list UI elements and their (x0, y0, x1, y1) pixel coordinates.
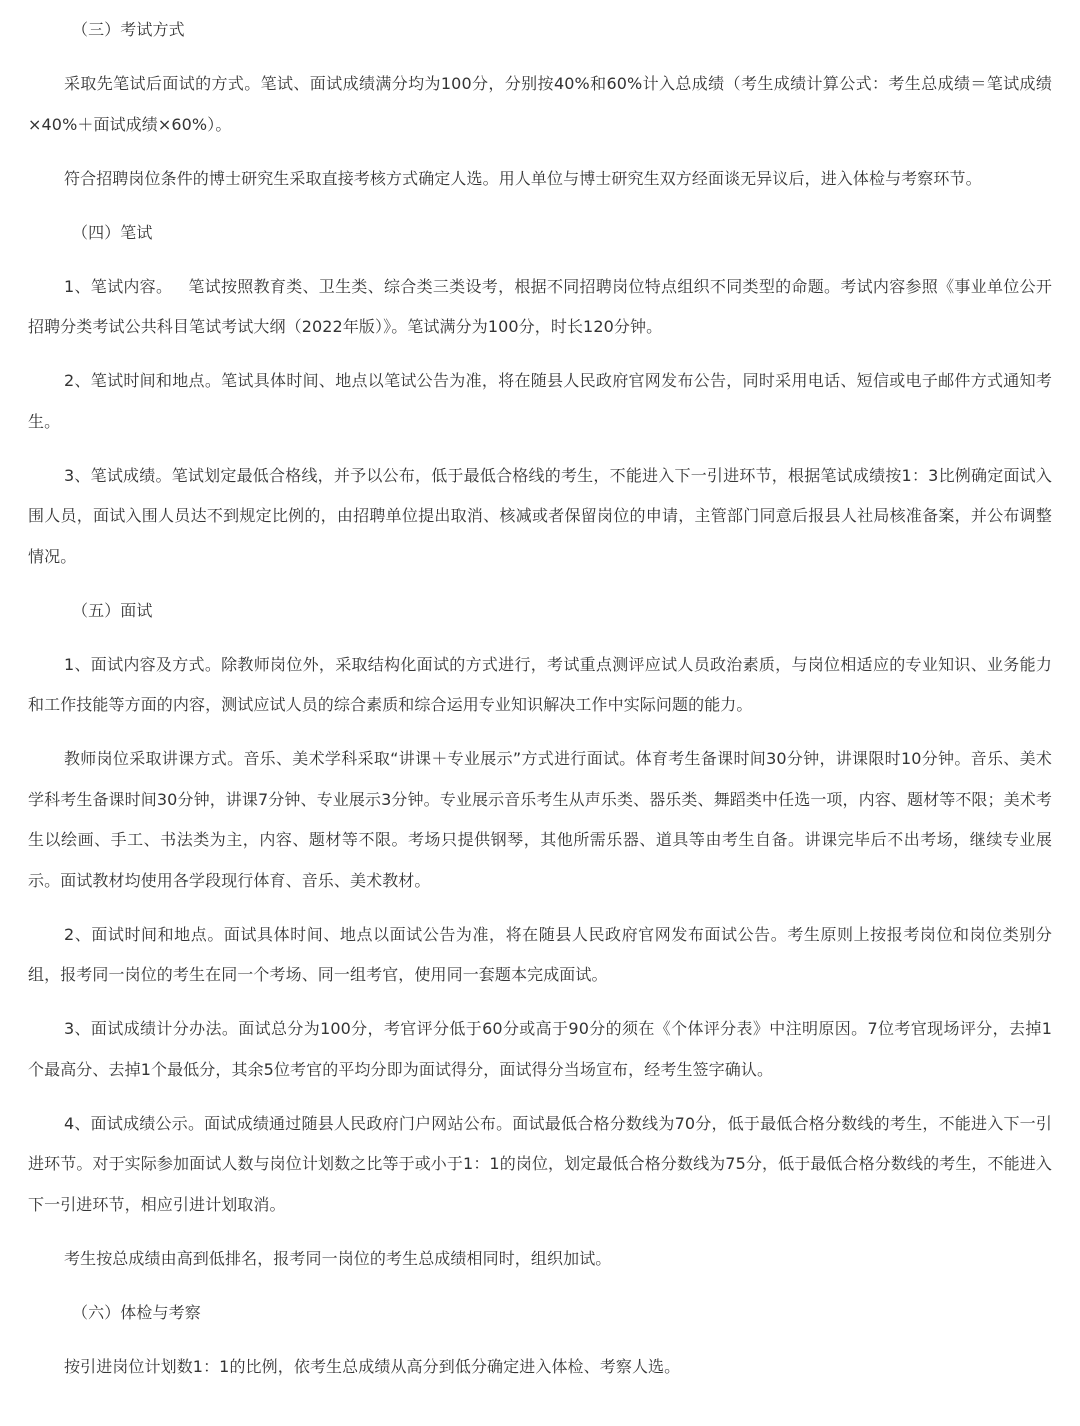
paragraph-exam-method: 采取先笔试后面试的方式。笔试、面试成绩满分均为100分，分别按40%和60%计入总成绩（考生成绩计算公式：考生总成绩＝笔试成绩×40%＋面试成绩×60%）。 (28, 74, 1052, 134)
paragraph-physical-exam: 按引进岗位计划数1：1的比例，依考生总成绩从高分到低分确定进入体检、考察人选。 (64, 1356, 681, 1376)
paragraph-phd-assessment: 符合招聘岗位条件的博士研究生采取直接考核方式确定人选。用人单位与博士研究生双方经面谈无异议后，进入体检与考察环节。 (64, 168, 982, 188)
section-heading-interview: （五）面试 (72, 600, 153, 620)
paragraph-written-content: 1、笔试内容。 笔试按照教育类、卫生类、综合类三类设考，根据不同招聘岗位特点组织不同类型的命题。考试内容参照《事业单位公开招聘分类考试公共科目笔试考试大纲（2022年版）》。笔试满分为100分，时长120分钟。 (28, 276, 1052, 336)
paragraph-interview-publicity: 4、面试成绩公示。面试成绩通过随县人民政府门户网站公布。面试最低合格分数线为70分，低于最低合格分数线的考生，不能进入下一引进环节。对于实际参加面试人数与岗位计划数之比等于或小于1：1的岗位，划定最低合格分数线为75分，低于最低合格分数线的考生，不能进入下一引进环节，相应引进计划取消。 (28, 1113, 1052, 1214)
paragraph-interview-scoring: 3、面试成绩计分办法。面试总分为100分，考官评分低于60分或高于90分的须在《个体评分表》中注明原因。7位考官现场评分，去掉1个最高分、去掉1个最低分，其余5位考官的平均分即为面试得分，面试得分当场宣布，经考生签字确认。 (28, 1019, 1052, 1079)
paragraph-written-score: 3、笔试成绩。笔试划定最低合格线，并予以公布，低于最低合格线的考生，不能进入下一引进环节，根据笔试成绩按1：3比例确定面试入围人员，面试入围人员达不到规定比例的，由招聘单位提出取消、核减或者保留岗位的申请，主管部门同意后报县人社局核准备案，并公布调整情况。 (28, 465, 1052, 566)
paragraph-interview-time-place: 2、面试时间和地点。面试具体时间、地点以面试公告为准，将在随县人民政府官网发布面试公告。考生原则上按报考岗位和岗位类别分组，报考同一岗位的考生在同一个考场、同一组考官，使用同一套题本完成面试。 (28, 924, 1052, 984)
section-heading-physical-exam: （六）体检与考察 (72, 1302, 201, 1322)
paragraph-ranking: 考生按总成绩由高到低排名，报考同一岗位的考生总成绩相同时，组织加试。 (64, 1248, 612, 1268)
section-heading-written-exam: （四）笔试 (72, 222, 153, 242)
document-body (0, 10, 1080, 1387)
section-heading-exam-method: （三）考试方式 (72, 20, 185, 39)
paragraph-teacher-interview: 教师岗位采取讲课方式。音乐、美术学科采取“讲课＋专业展示”方式进行面试。体育考生备课时间30分钟，讲课限时10分钟。音乐、美术学科考生备课时间30分钟，讲课7分钟、专业展示3分钟。专业展示音乐考生从声乐类、器乐类、舞蹈类中任选一项，内容、题材等不限；美术考生以绘画、手工、书法类为主，内容、题材等不限。考场只提供钢琴，其他所需乐器、道具等由考生自备。讲课完毕后不出考场，继续专业展示。面试教材均使用各学段现行体育、音乐、美术教材。 (28, 749, 1052, 890)
paragraph-written-time-place: 2、笔试时间和地点。笔试具体时间、地点以笔试公告为准，将在随县人民政府官网发布公告，同时采用电话、短信或电子邮件方式通知考生。 (28, 371, 1052, 431)
paragraph-interview-content: 1、面试内容及方式。除教师岗位外，采取结构化面试的方式进行，考试重点测评应试人员政治素质，与岗位相适应的专业知识、业务能力和工作技能等方面的内容，测试应试人员的综合素质和综合运用专业知识解决工作中实际问题的能力。 (28, 654, 1052, 714)
